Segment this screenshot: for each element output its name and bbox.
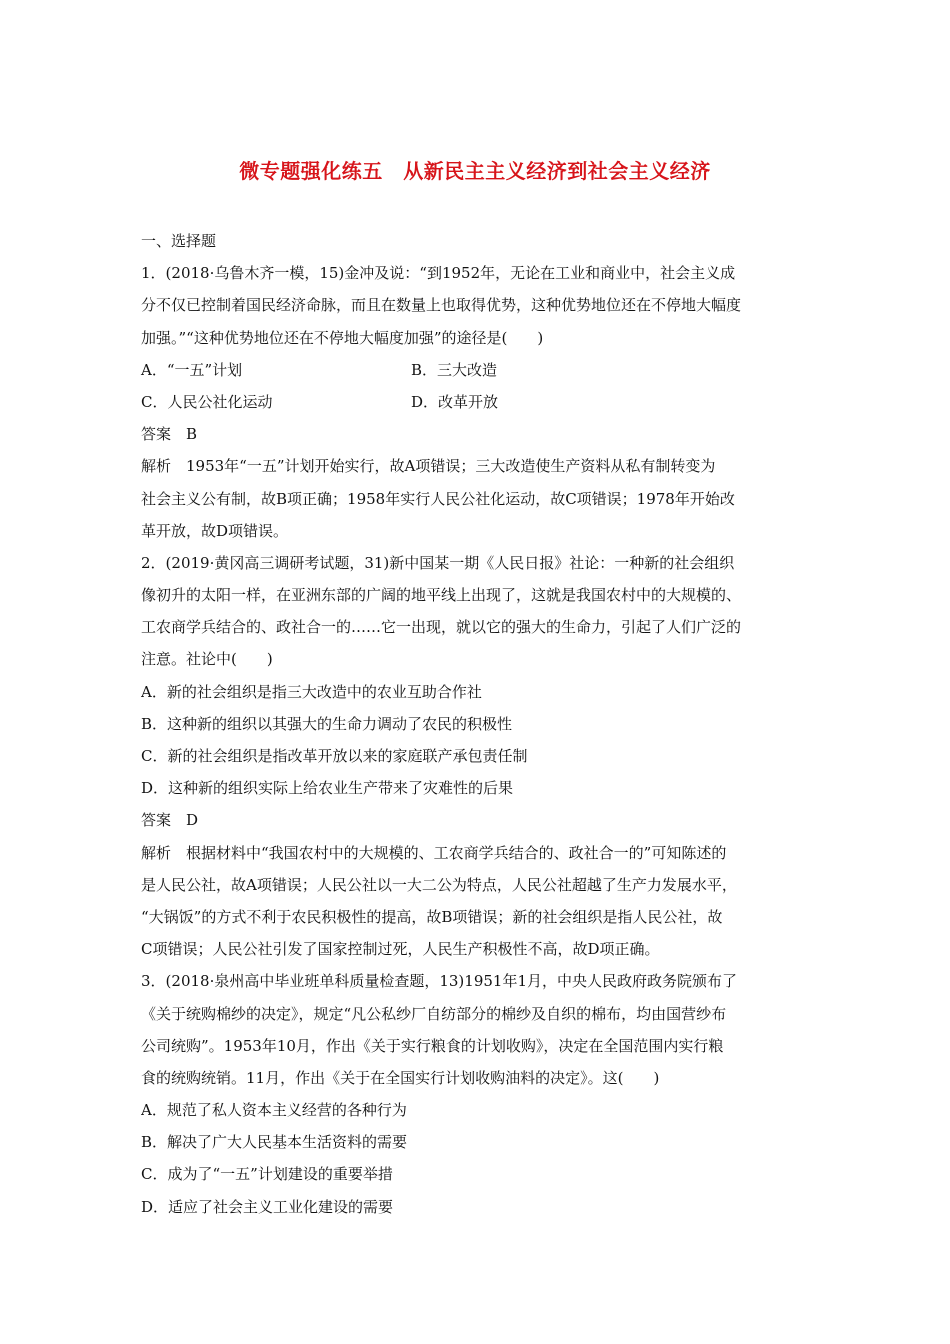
question-2-option-c: C．新的社会组织是指改革开放以来的家庭联产承包责任制 — [141, 747, 528, 765]
question-3-line-1: 3．(2018·泉州高中毕业班单科质量检查题，13)1951年1月，中央人民政府政务院颁布了 — [141, 972, 737, 991]
question-2 — [141, 547, 813, 965]
question-3-line-4: 食的统购统销。11月，作出《关于在全国实行计划收购油料的决定》。这( ) — [141, 1068, 660, 1087]
section-heading: 一、选择题 — [141, 232, 217, 250]
question-3-line-2: 《关于统购棉纱的决定》，规定“凡公私纱厂自纺部分的棉纱及自织的棉布，均由国营纱布 — [141, 1004, 727, 1023]
question-2-line-3: 工农商学兵结合的、政社合一的……它一出现，就以它的强大的生命力，引起了人们广泛的 — [141, 618, 742, 637]
question-1-line-2: 分不仅已控制着国民经济命脉，而且在数量上也取得优势，这种优势地位还在不停地大幅度 — [141, 296, 742, 315]
question-3-line-3: 公司统购”。1953年10月，作出《关于实行粮食的计划收购》，决定在全国范围内实行粮 — [141, 1036, 724, 1055]
document-body — [141, 225, 813, 1223]
question-1-options-row-2 — [141, 386, 813, 418]
question-2-option-b: B．这种新的组织以其强大的生命力调动了农民的积极性 — [141, 714, 513, 733]
question-3 — [141, 965, 813, 1223]
question-1-analysis-line-1: 解析 1953年“一五”计划开始实行，故A项错误；三大改造使生产资料从私有制转变为 — [141, 457, 716, 476]
question-2-analysis-line-3: “大锅饭”的方式不利于农民积极性的提高，故B项错误；新的社会组织是指人民公社，故 — [141, 907, 723, 926]
question-1 — [141, 257, 813, 547]
question-2-line-2: 像初升的太阳一样，在亚洲东部的广阔的地平线上出现了，这就是我国农村中的大规模的、 — [141, 586, 742, 605]
question-1-option-c: C．人民公社化运动 — [141, 392, 273, 411]
question-2-option-a: A．新的社会组织是指三大改造中的农业互助合作社 — [141, 682, 482, 701]
question-1-analysis-line-3: 革开放，故D项错误。 — [141, 521, 289, 540]
question-3-option-c: C．成为了“一五”计划建设的重要举措 — [141, 1165, 393, 1184]
question-1-answer: 答案 B — [141, 425, 198, 444]
question-1-options-row-1 — [141, 354, 813, 386]
question-3-option-b: B．解决了广大人民基本生活资料的需要 — [141, 1133, 408, 1152]
question-1-option-a: A．“一五”计划 — [141, 360, 243, 379]
question-2-answer: 答案 D — [141, 811, 199, 830]
question-1-option-d: D．改革开放 — [411, 392, 499, 411]
question-3-option-a: A．规范了私人资本主义经营的各种行为 — [141, 1101, 407, 1120]
question-2-line-4: 注意。社论中( ) — [141, 650, 273, 669]
question-1-line-1: 1．(2018·乌鲁木齐一模，15)金冲及说：“到1952年，无论在工业和商业中，社会主义成 — [141, 264, 736, 283]
question-1-option-b: B．三大改造 — [411, 360, 498, 379]
page-title: 微专题强化练五 从新民主主义经济到社会主义经济 — [239, 159, 711, 183]
question-1-analysis-line-2: 社会主义公有制，故B项正确；1958年实行人民公社化运动，故C项错误；1978年开始改 — [141, 489, 735, 508]
question-3-option-d: D．适应了社会主义工业化建设的需要 — [141, 1197, 394, 1216]
question-2-option-d: D．这种新的组织实际上给农业生产带来了灾难性的后果 — [141, 779, 514, 798]
question-2-analysis-line-2: 是人民公社，故A项错误；人民公社以一大二公为特点，人民公社超越了生产力发展水平， — [141, 875, 737, 894]
question-1-line-3: 加强。”“这种优势地位还在不停地大幅度加强”的途径是( ) — [141, 328, 544, 347]
question-2-analysis-line-1: 解析 根据材料中“我国农村中的大规模的、工农商学兵结合的、政社合一的”可知陈述的 — [141, 843, 727, 862]
question-2-line-1: 2．(2019·黄冈高三调研考试题，31)新中国某一期《人民日报》社论：一种新的社会组织 — [141, 553, 735, 572]
question-2-analysis-line-4: C项错误；人民公社引发了国家控制过死，人民生产积极性不高，故D项正确。 — [141, 940, 660, 959]
